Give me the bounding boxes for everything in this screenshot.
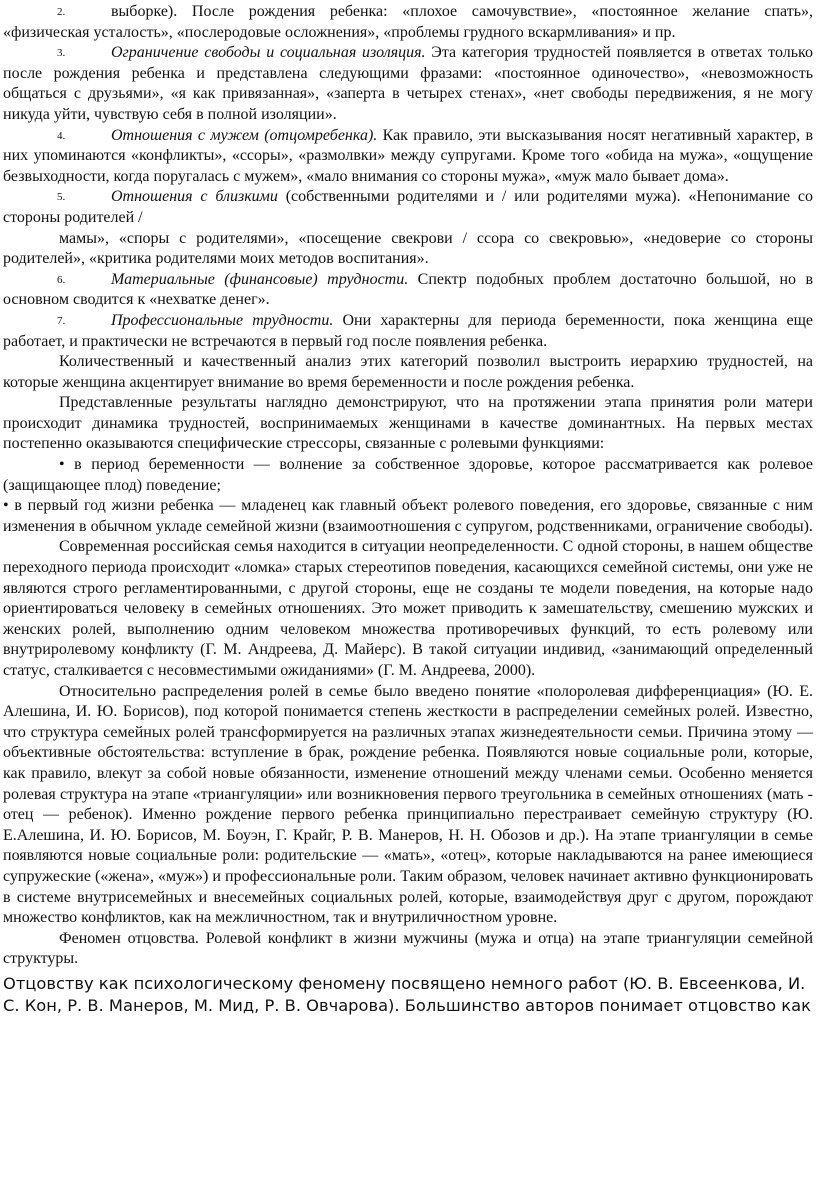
list-number: 6. — [57, 273, 66, 286]
list-item-text: Эта категория трудностей появляется в ответах только после рождения ребенка и представлена следующими фразами: «постоянное одиночество», «невозможность общаться с друзьями», «я как привязанная», «заперта в четырех стенах», «нет свободы передвижения, я не могу никуда уйти, чувствую себя в полной изоляции». — [3, 44, 813, 123]
list-item-5-continuation: мамы», «споры с родителями», «посещение свекрови / ссора со свекровью», «недоверие со стороны родителей», «критика родителями моих методов воспитания». — [3, 229, 813, 268]
paragraph-roles: Относительно распределения ролей в семье было введено понятие «полоролевая дифференциация» (Ю. Е. Алешина, И. Ю. Борисов), под которой понимается степень жесткости в распределении семейных ролей. Известно, что структура семейных ролей трансформируется на различных этапах жизнедеятельности семьи. Причина этому — объективные обстоятельства: вступление в брак, рождение ребенка. Появляются новые социальные роли, которые, как правило, влекут за собой новые обязанности, изменение отношений между членами семьи. Особенно меняется ролевая структура на этапе «триангуляции» или возникновения первого треугольника в семейных отношениях (мать - отец — ребенок). Именно рождение первого ребенка принципиально перестраивает семейную структуру (Ю. Е.Алешина, И. Ю. Борисов, М. Боуэн, Г. Крайг, Р. В. Манеров, Н. Н. Обозов и др.). На этапе триангуляции в семье появляются новые социальные роли: родительские — «мать», «отец», которые накладываются на ранее имеющиеся супружеские («жена», «муж») и профессиональные роли. Таким образом, человек начинает активно функционировать в системе внутрисемейных и внесемейных социальных ролей, которые, взаимодействуя друг с другом, порождают множество конфликтов, как на межличностном, так и внутриличностном уровне. — [3, 682, 813, 927]
paragraph-analysis: Количественный и качественный анализ этих категорий позволил выстроить иерархию трудностей, на которые женщина акцентирует внимание во время беременности и после рождения ребенка. — [3, 353, 813, 391]
list-item-2 — [3, 2, 813, 43]
list-number: 2. — [57, 6, 66, 18]
list-number: 4. — [57, 129, 66, 142]
list-item-3 — [3, 43, 813, 125]
list-item-title: Ограничение свободы и социальная изоляция. — [111, 44, 426, 62]
list-item-title: Профессиональные трудности. — [111, 311, 334, 329]
footer-line-2: С. Кон, Р. В. Манеров, М. Мид, Р. В. Овчарова). Большинство авторов понимает отцовство как — [3, 995, 811, 1015]
list-item-title: Материальные (финансовые) трудности. — [111, 270, 409, 288]
list-item-text: Они характерны для периода беременности, пока женщина еще работает, и практически не встречаются в первый год после появления ребенка. — [3, 311, 813, 350]
paragraph-family: Современная российская семья находится в ситуации неопределенности. С одной стороны, в нашем обществе переходного периода происходит «ломка» старых стереотипов поведения, касающихся семейной системы, они уже не являются строго регламентированными, с другой стороны, еще не созданы те модели поведения, на которые надо ориентироваться человеку в семейных отношениях. Это может приводить к замешательству, смешению мужских и женских ролей, выполнению одним человеком множества противоречивых функций, то есть ролевому или внутриролевому конфликту (Г. М. Андреева, Д. Майерс). В такой ситуации индивид, «занимающий определенный статус, сталкивается с несовместимыми ожиданиями» (Г. М. Андреева, 2000). — [3, 538, 813, 679]
list-item-4 — [3, 126, 813, 188]
list-item-7 — [3, 311, 813, 352]
list-item-text: выборке). После рождения ребенка: «плохое самочувствие», «постоянное желание спать», «физическая усталость», «послеродовые осложнения», «проблемы грудного вскармливания» и пр. — [3, 3, 813, 41]
list-item-text: Как правило, эти высказывания носят негативный характер, в них упоминаются «конфликты», «ссоры», «размолвки» между супругами. Кроме того «обида на мужа», «ощущение безвыходности, когда поругалась с мужем», «мало внимания со стороны мужа», «муж мало бывает дома». — [3, 126, 814, 185]
paragraph-results: Представленные результаты наглядно демонстрируют, что на протяжении этапа принятия роли матери происходит динамика трудностей, воспринимаемых женщинами в качестве доминантных. На первых местах постепенно оказываются специфические стрессоры, связанные с ролевыми функциями: — [3, 394, 813, 453]
list-number: 7. — [57, 314, 66, 327]
paragraph-fatherhood: Феномен отцовства. Ролевой конфликт в жизни мужчины (мужа и отца) на этапе триангуляции семейной структуры. — [3, 929, 813, 968]
list-item-title: Отношения с мужем (отцомребенка). — [111, 126, 378, 144]
list-item-text: Спектр подобных проблем достаточно большой, но в основном сводится к «нехватке денег». — [3, 270, 814, 309]
list-item-title: Отношения с близкими — [111, 188, 278, 206]
bullet-first-year: • в первый год жизни ребенка — младенец как главный объект ролевого поведения, его здоровье, связанные с ним изменения в обычном укладе семейной жизни (взаимоотношения с супругом, родственниками, ограничение свободы). — [3, 497, 813, 535]
list-item-5 — [3, 187, 813, 228]
list-number: 3. — [57, 47, 66, 60]
list-item-text: (собственными родителями и / или родителями мужа). «Непонимание со стороны родителей / — [3, 188, 814, 226]
bullet-pregnancy: • в период беременности — волнение за собственное здоровье, которое рассматривается как ролевое (защищающее плод) поведение; — [3, 456, 813, 494]
list-item-6 — [3, 270, 813, 311]
footer-line-1: Отцовству как психологическому феномену посвящено немного работ (Ю. В. Евсеенкова, И. — [3, 973, 806, 993]
list-number: 5. — [57, 191, 66, 204]
